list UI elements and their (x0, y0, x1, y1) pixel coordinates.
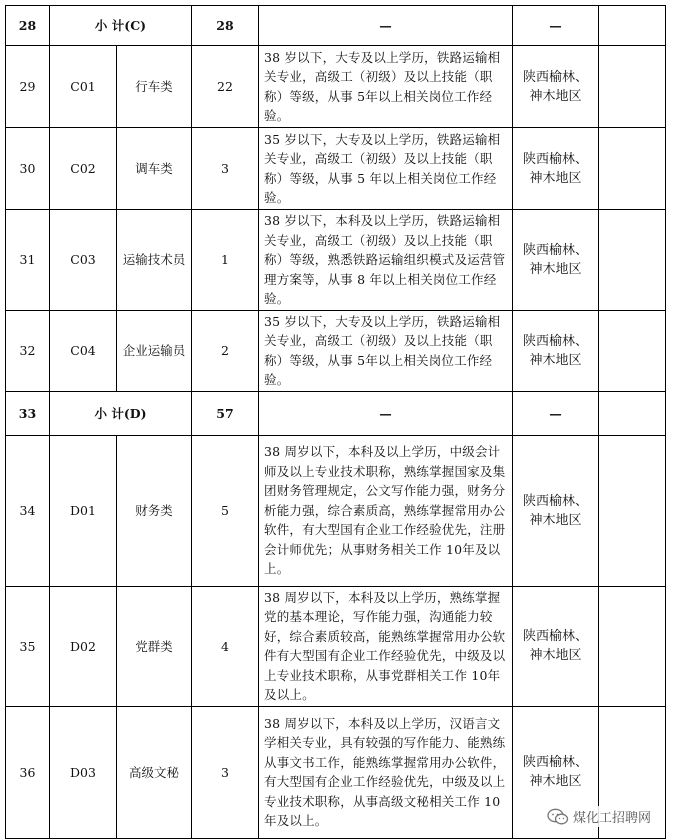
subtotal-row (6, 391, 666, 435)
work-location: 陕西榆林、神木地区 (513, 310, 599, 391)
position-name: 调车类 (117, 128, 192, 210)
work-location: 陕西榆林、神木地区 (513, 706, 599, 838)
table-row (6, 128, 666, 210)
work-location: — (513, 391, 599, 435)
work-location: — (513, 6, 599, 46)
position-code: C03 (50, 210, 117, 311)
remarks (599, 586, 666, 706)
position-name: 党群类 (117, 586, 192, 706)
table-row (6, 435, 666, 586)
work-location: 陕西榆林、神木地区 (513, 586, 599, 706)
requirements: — (259, 391, 513, 435)
work-location: 陕西榆林、神木地区 (513, 435, 599, 586)
table-row (6, 586, 666, 706)
position-code: D01 (50, 435, 117, 586)
position-code: C01 (50, 46, 117, 128)
position-count: 2 (192, 310, 259, 391)
recruitment-table (5, 5, 666, 839)
work-location: 陕西榆林、神木地区 (513, 128, 599, 210)
subtotal-row (6, 6, 666, 46)
position-code: C04 (50, 310, 117, 391)
wechat-icon (547, 808, 569, 826)
position-count: 3 (192, 706, 259, 838)
position-code: D03 (50, 706, 117, 838)
position-count: 57 (192, 391, 259, 435)
requirements: 38 岁以下，本科及以上学历，铁路运输相关专业，高级工（初级）及以上技能（职称）等级，熟悉铁路运输组织模式及运营管理方案等，从事 8 年以上相关岗位工作经验。 (259, 210, 513, 311)
row-number: 33 (6, 391, 50, 435)
watermark (545, 806, 653, 827)
position-name: 财务类 (117, 435, 192, 586)
row-number: 28 (6, 6, 50, 46)
remarks (599, 435, 666, 586)
requirements: 38 岁以下，大专及以上学历，铁路运输相关专业，高级工（初级）及以上技能（职称）等级，从事 5年以上相关岗位工作经验。 (259, 46, 513, 128)
position-name: 高级文秘 (117, 706, 192, 838)
remarks (599, 46, 666, 128)
position-count: 3 (192, 128, 259, 210)
row-number: 36 (6, 706, 50, 838)
work-location: 陕西榆林、神木地区 (513, 210, 599, 311)
row-number: 35 (6, 586, 50, 706)
table-row (6, 46, 666, 128)
remarks (599, 310, 666, 391)
remarks (599, 6, 666, 46)
remarks (599, 391, 666, 435)
row-number: 31 (6, 210, 50, 311)
row-number: 30 (6, 128, 50, 210)
position-name: 行车类 (117, 46, 192, 128)
position-name: 运输技术员 (117, 210, 192, 311)
requirements: 38 周岁以下，本科及以上学历，中级会计师及以上专业技术职称，熟练掌握国家及集团财务管理规定，公文写作能力强，财务分析能力强，综合素质高，熟练掌握常用办公软件，有大型国有企业工作经验优先，注册会计师优先；从事财务相关工作 10年及以上。 (259, 435, 513, 586)
requirements: — (259, 6, 513, 46)
requirements: 38 周岁以下，本科及以上学历，汉语言文学相关专业，具有较强的写作能力、能熟练从事文书工作，能熟练掌握常用办公软件，有大型国有企业工作经验优先，中级及以上专业技术职称，从事高级文秘相关工作 10年及以上。 (259, 706, 513, 838)
subtotal-label: 小 计(D) (50, 391, 192, 435)
requirements: 38 周岁以下，本科及以上学历，熟练掌握党的基本理论，写作能力强，沟通能力较好，综合素质较高，能熟练掌握常用办公软件有大型国有企业工作经验优先，中级及以上专业技术职称，从事党群相关工作 10年及以上。 (259, 586, 513, 706)
table-row (6, 310, 666, 391)
requirements: 35 岁以下，大专及以上学历，铁路运输相关专业，高级工（初级）及以上技能（职称）等级，从事 5 年以上相关岗位工作经验。 (259, 128, 513, 210)
remarks (599, 128, 666, 210)
position-count: 4 (192, 586, 259, 706)
position-count: 22 (192, 46, 259, 128)
row-number: 29 (6, 46, 50, 128)
requirements: 35 岁以下，大专及以上学历，铁路运输相关专业，高级工（初级）及以上技能（职称）等级，从事 5年以上相关岗位工作经验。 (259, 310, 513, 391)
row-number: 34 (6, 435, 50, 586)
position-name: 企业运输员 (117, 310, 192, 391)
subtotal-label: 小 计(C) (50, 6, 192, 46)
watermark-text: 煤化工招聘网 (572, 811, 651, 826)
work-location: 陕西榆林、神木地区 (513, 46, 599, 128)
position-code: C02 (50, 128, 117, 210)
position-count: 1 (192, 210, 259, 311)
remarks (599, 210, 666, 311)
table-row (6, 210, 666, 311)
position-count: 5 (192, 435, 259, 586)
position-count: 28 (192, 6, 259, 46)
position-code: D02 (50, 586, 117, 706)
row-number: 32 (6, 310, 50, 391)
